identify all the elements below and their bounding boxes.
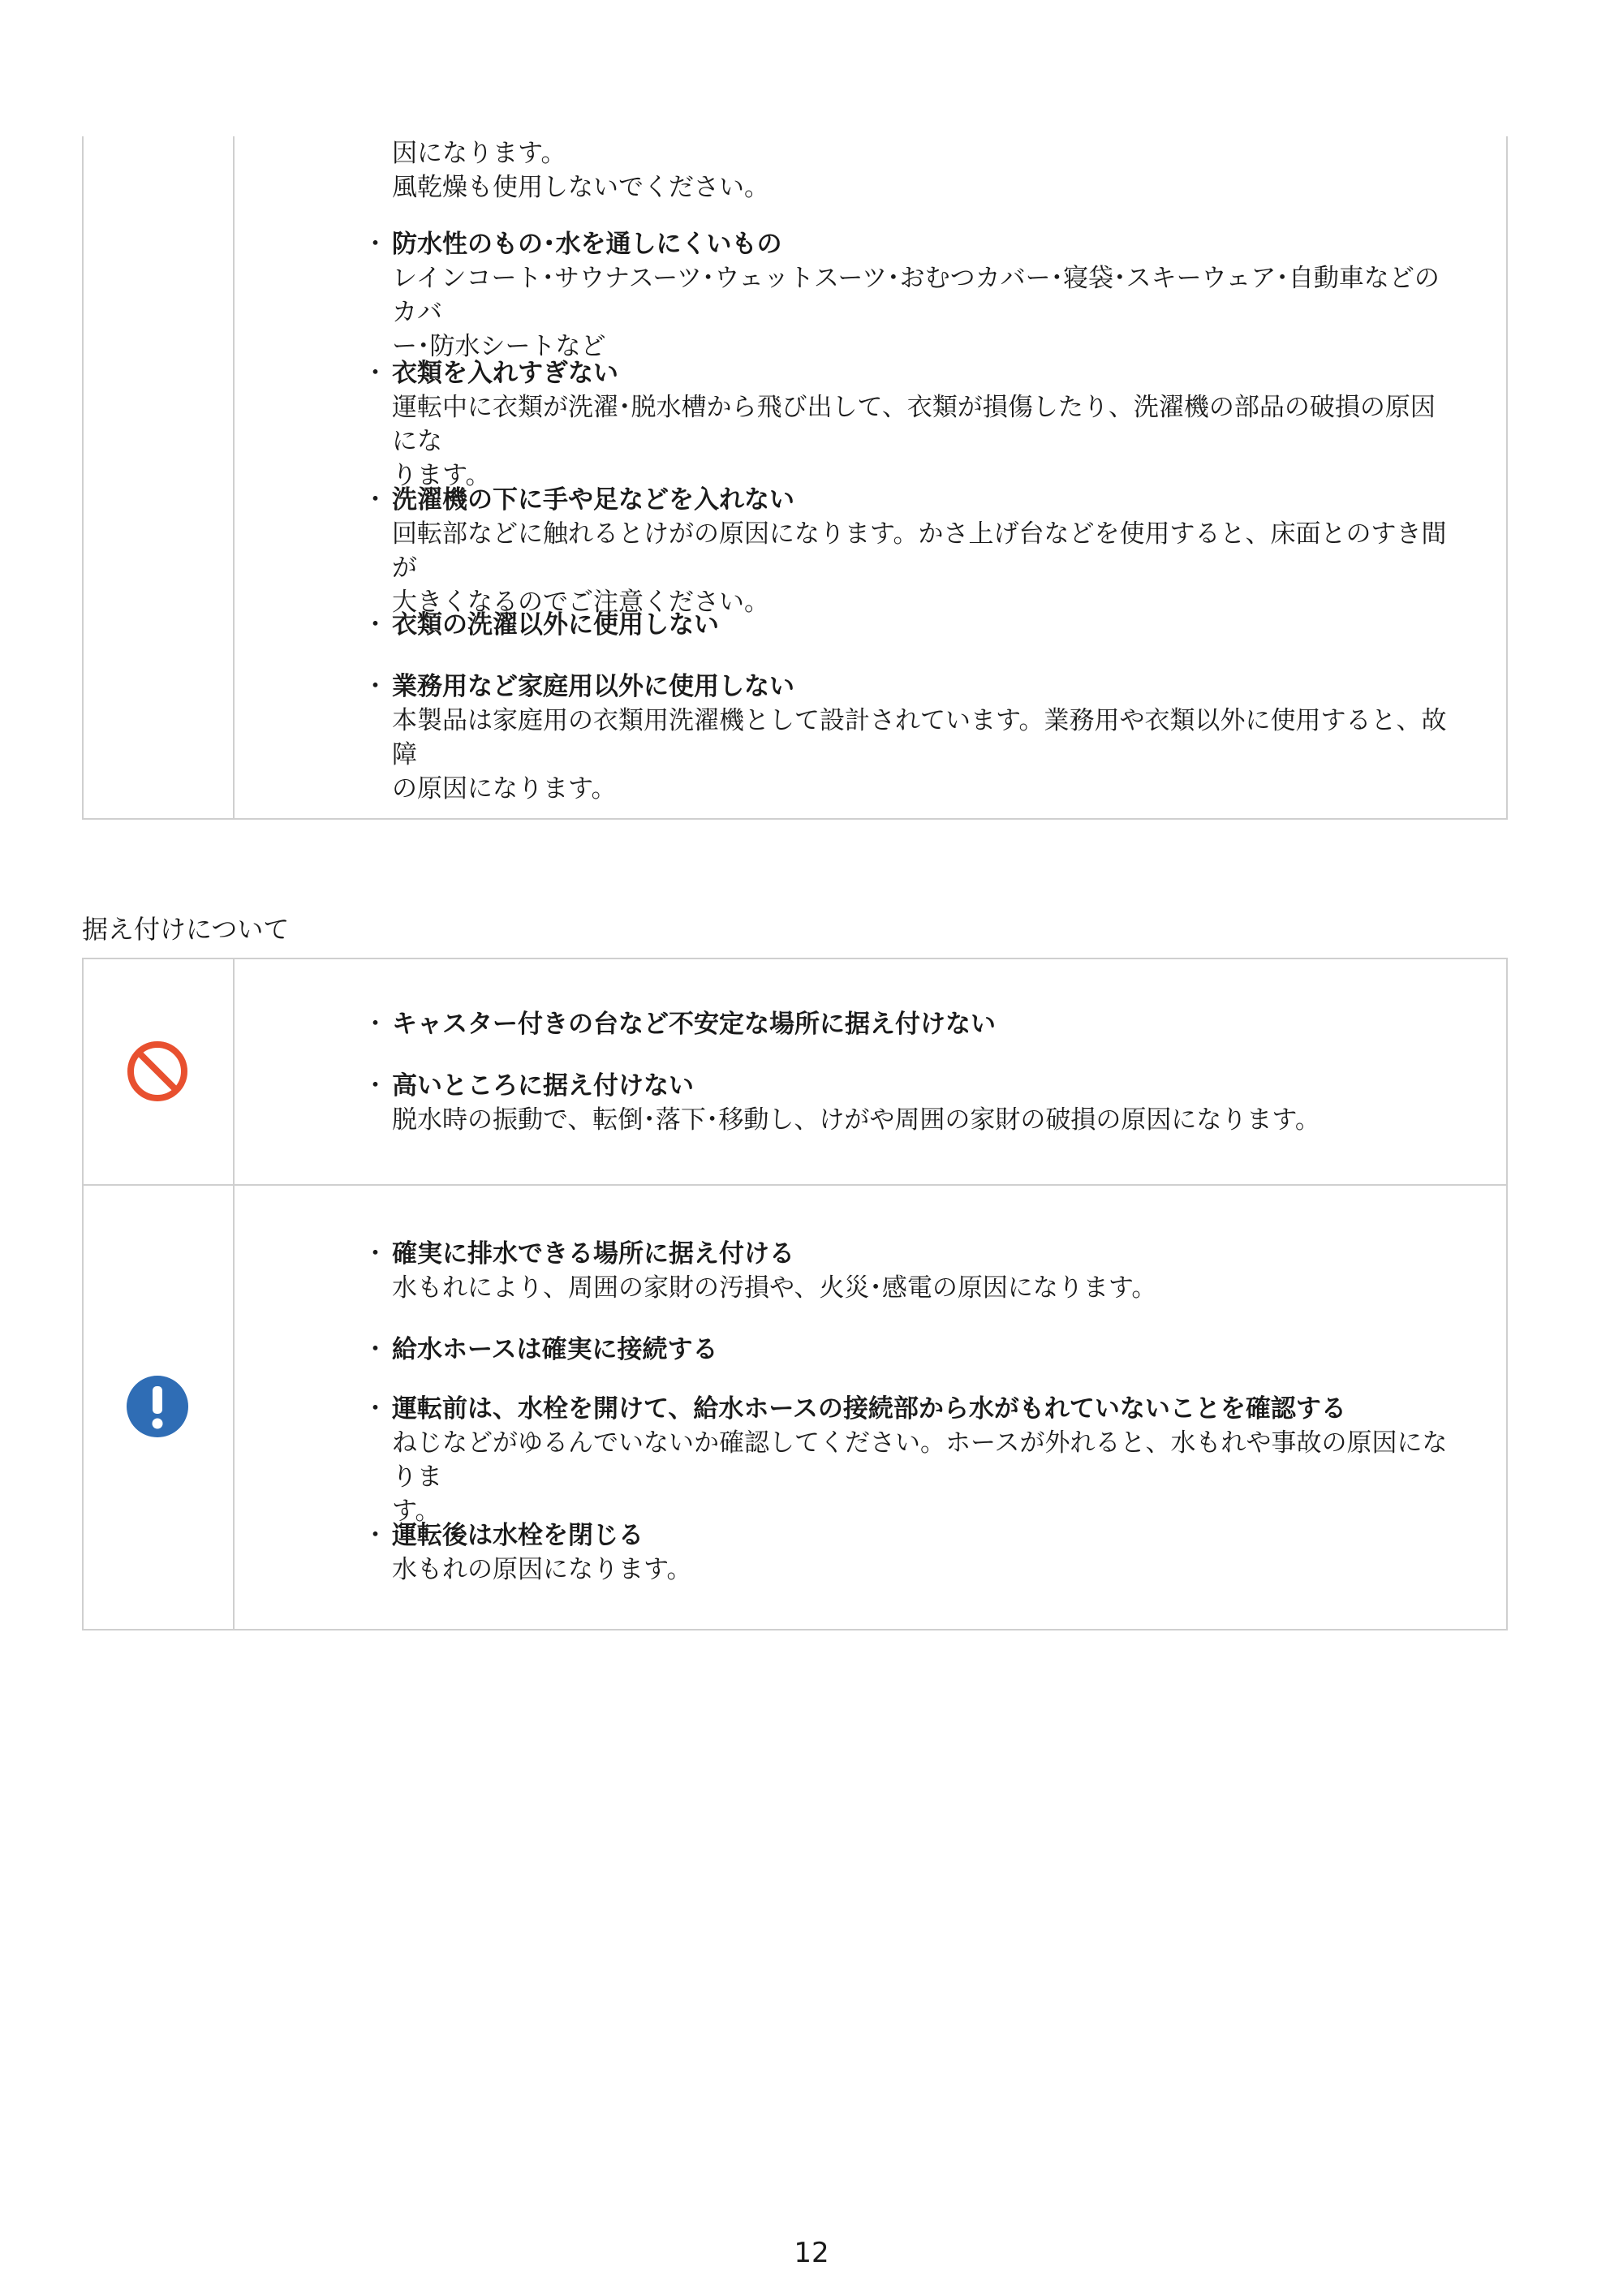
item-heading: 洗濯機の下に手や足などを入れない <box>392 485 794 515</box>
item-description: 回転部などに触れるとけがの原因になります。かさ上げ台などを使用すると、床面とのすき間が 大きくなるのでご注意ください。 <box>392 519 1447 617</box>
continued-text: 因になります。 風乾燥も使用しないでください。 <box>392 139 769 202</box>
item-description: 本製品は家庭用の衣類用洗濯機として設計されています。業務用や衣類以外に使用すると、故障 の原因になります。 <box>392 706 1447 803</box>
warning-table-continued <box>82 136 1508 820</box>
bullet: ・ <box>363 230 388 259</box>
item-heading: 運転後は水栓を閉じる <box>392 1521 644 1550</box>
exclamation-icon <box>126 1375 189 1438</box>
prohibition-icon <box>126 1040 189 1103</box>
item-heading: 衣類の洗濯以外に使用しない <box>392 610 719 640</box>
item-description: 水もれの原因になります。 <box>392 1555 692 1584</box>
bullet: ・ <box>363 1394 388 1424</box>
item-heading: 運転前は、水栓を開けて、給水ホースの接続部から水がもれていないことを確認する <box>392 1394 1346 1424</box>
prohibition-row <box>84 959 1506 1184</box>
bullet: ・ <box>363 1071 388 1101</box>
bullet: ・ <box>363 1010 388 1039</box>
bullet: ・ <box>363 1239 388 1269</box>
item-heading: 業務用など家庭用以外に使用しない <box>392 672 794 701</box>
item-heading: 高いところに据え付けない <box>392 1071 694 1101</box>
item-heading: 確実に排水できる場所に据え付ける <box>392 1239 794 1269</box>
icon-column <box>84 959 235 1184</box>
item-description: 脱水時の振動で、転倒･落下･移動し、けがや周囲の家財の破損の原因になります。 <box>392 1105 1320 1135</box>
bullet: ・ <box>363 672 388 701</box>
icon-column <box>84 136 235 820</box>
item-heading: 防水性のもの･水を通しにくいもの <box>392 230 782 259</box>
page-number: 12 <box>794 2237 829 2269</box>
instruction-row <box>84 1184 1506 1630</box>
item-heading: 給水ホースは確実に接続する <box>392 1335 718 1364</box>
bullet: ・ <box>363 359 388 388</box>
item-description: ねじなどがゆるんでいないか確認してください。ホースが外れると、水もれや事故の原因になりま す。 <box>392 1428 1448 1526</box>
bullet: ・ <box>363 610 388 640</box>
item-description: 運転中に衣類が洗濯･脱水槽から飛び出して、衣類が損傷したり、洗濯機の部品の破損の原因にな ります。 <box>392 393 1436 490</box>
bullet: ・ <box>363 1335 388 1364</box>
warning-row <box>84 136 1506 820</box>
instruction-content <box>233 1186 1506 1630</box>
section-title: 据え付けについて <box>82 914 290 945</box>
item-heading: 衣類を入れすぎない <box>392 359 618 388</box>
installation-table <box>82 958 1508 1630</box>
item-heading: キャスター付きの台など不安定な場所に据え付けない <box>392 1010 996 1039</box>
bullet: ・ <box>363 485 388 515</box>
warning-content <box>233 136 1506 820</box>
item-description: 水もれにより、周囲の家財の汚損や、火災･感電の原因になります。 <box>392 1273 1157 1303</box>
bullet: ・ <box>363 1521 388 1550</box>
item-description: レインコート･サウナスーツ･ウェットスーツ･おむつカバー･寝袋･スキーウェア･自動車などのカバ ー･防水シートなど <box>392 264 1440 361</box>
prohibition-content <box>233 959 1506 1184</box>
icon-column <box>84 1186 235 1630</box>
